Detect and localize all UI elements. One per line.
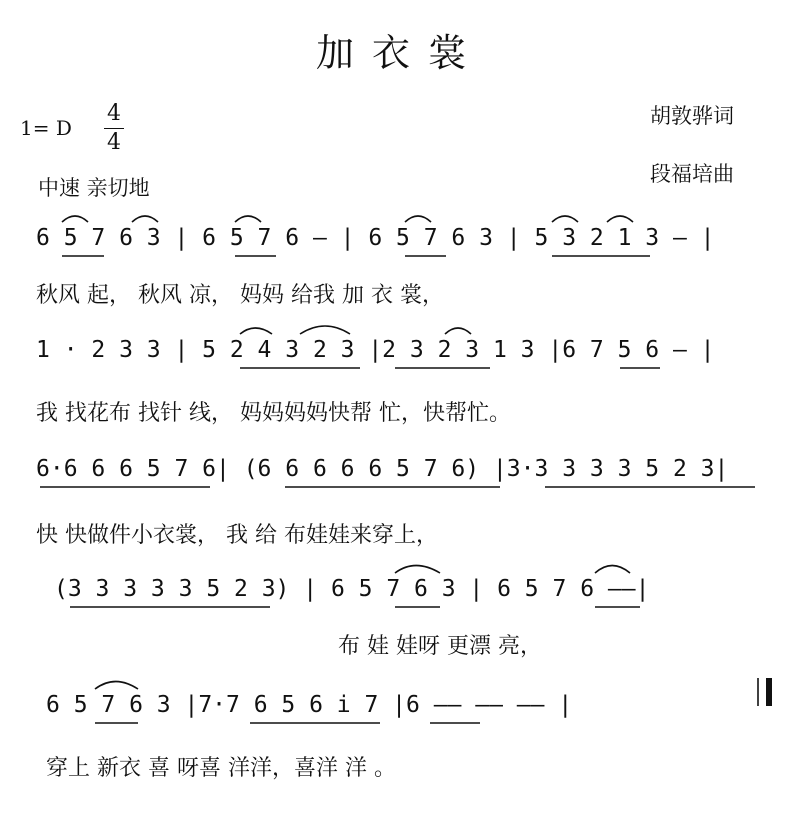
- time-signature: [103, 100, 125, 157]
- slur-mark: [445, 328, 471, 334]
- note-row-4: (3 3 3 3 3 5 2 3) | 6 5 7 6 3 | 6 5 7 6 ——|: [54, 576, 650, 602]
- lyric-row-4: 布 娃 娃呀 更漂 亮，: [338, 634, 542, 659]
- lyric-row-3: 快 快做件小衣裳， 我 给 布娃娃来穿上，: [36, 523, 438, 548]
- time-signature-bottom: 4: [107, 130, 121, 155]
- note-row-5: 6 5 7 6 3 |7·7 6 5 6 i 7 |6 —— —— —— |: [46, 692, 573, 718]
- key-signature: 1= D: [20, 116, 72, 140]
- lyricist-credit: 胡敦骅词: [650, 104, 734, 128]
- composer-credit: 段福培曲: [650, 162, 734, 186]
- note-row-2: 1 · 2 3 3 | 5 2 4 3 2 3 |2 3 2 3 1 3 |6 7 5 6 — |: [36, 337, 715, 363]
- final-barline: [766, 678, 772, 706]
- slur-mark: [235, 216, 261, 222]
- slur-mark: [607, 216, 633, 222]
- time-signature-top: 4: [107, 101, 121, 126]
- tempo-marking: 中速 亲切地: [38, 176, 150, 200]
- slur-mark: [62, 216, 88, 222]
- slur-mark: [95, 682, 138, 690]
- note-row-1: 6 5 7 6 3 | 6 5 7 6 — | 6 5 7 6 3 | 5 3 2 1 3 — |: [36, 225, 715, 251]
- song-title: 加衣裳: [315, 31, 484, 75]
- slur-mark: [595, 566, 630, 574]
- slur-mark: [552, 216, 578, 222]
- lyric-row-5: 穿上 新衣 喜 呀喜 洋洋，喜洋 洋 。: [46, 756, 396, 781]
- lyric-row-1: 秋风 起， 秋风 凉， 妈妈 给我 加 衣 裳，: [36, 283, 444, 308]
- note-row-3: 6·6 6 6 5 7 6| (6 6 6 6 6 5 7 6) |3·3 3 3 3 5 2 3|: [36, 456, 729, 482]
- slur-mark: [300, 326, 350, 334]
- lyric-row-2: 我 找花布 找针 线， 妈妈妈妈快帮 忙，快帮忙。: [36, 401, 511, 426]
- slur-mark: [132, 216, 158, 222]
- slur-mark: [405, 216, 431, 222]
- slur-mark: [395, 566, 440, 574]
- slur-mark: [240, 328, 272, 334]
